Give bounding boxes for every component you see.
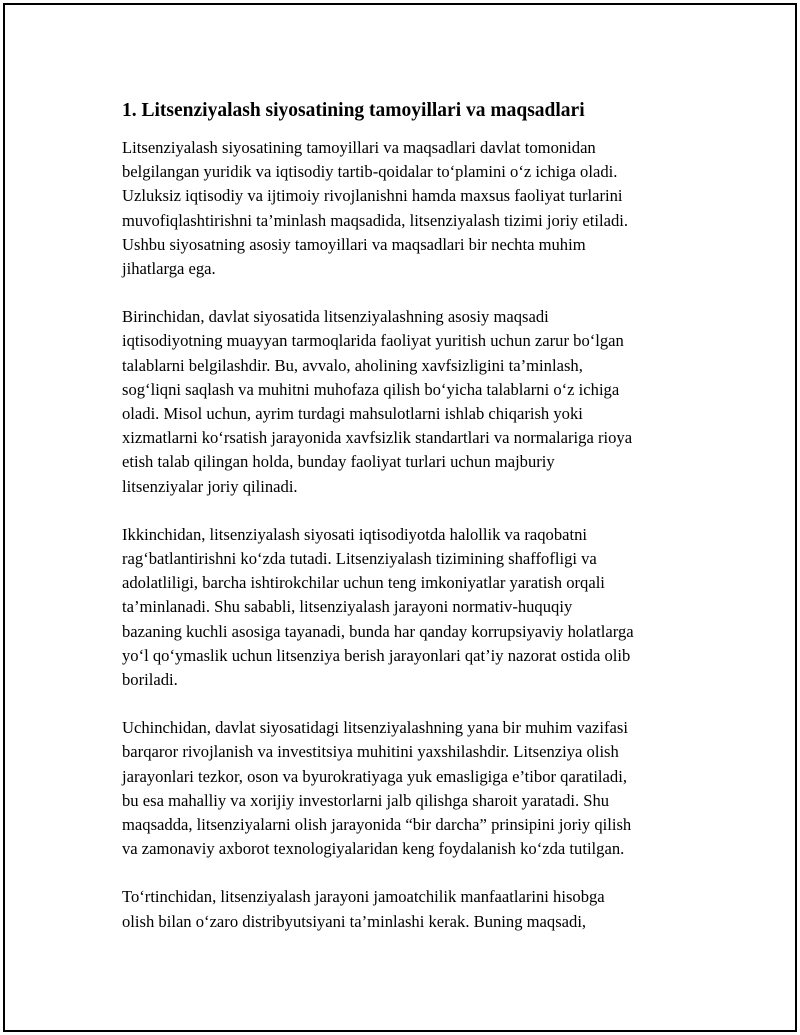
paragraph-intro: Litsenziyalash siyosatining tamoyillari va maqsadlari davlat tomonidan belgilangan yuridik va iqtisodiy tartib-qoidalar to‘plamini o‘z ichiga oladi. Uzluksiz iqtisodiy va ijtimoiy rivojlanishni hamda maxsus faoliyat turlarini muvofiqlashtirishni ta’minlash maqsadida, litsenziyalash tizimi joriy etiladi. Ushbu siyosatning asosiy tamoyillari va maqsadlari bir nechta muhim jihatlarga ega. (122, 138, 629, 279)
paragraph-first-point: Birinchidan, davlat siyosatida litsenziyalashning asosiy maqsadi iqtisodiyotning muayyan tarmoqlarida faoliyat yuritish uchun zarur bo‘lgan talablarni belgilashdir. Bu, avvalo, aholining xavfsizligini ta’minlash, sog‘liqni saqlash va muhitni muhofaza qilish bo‘yicha talablarni o‘z ichiga oladi. Misol uchun, ayrim turdagi mahsulotlarni ishlab chiqarish yoki xizmatlarni ko‘rsatish jarayonida xavfsizlik standartlari va normalariga rioya etish talab qilingan holda, bunday faoliyat turlari uchun majburiy litsenziyalar joriy qilinadi. (122, 307, 633, 496)
section-heading: 1. Litsenziyalash siyosatining tamoyillari va maqsadlari (122, 100, 585, 121)
paragraph-third-point: Uchinchidan, davlat siyosatidagi litsenziyalashning yana bir muhim vazifasi barqaror rivojlanish va investitsiya muhitini yaxshilashdir. Litsenziya olish jarayonlari tezkor, oson va byurokratiyaga yuk emasligiga e’tibor qaratiladi, bu esa mahalliy va xorijiy investorlarni jalb qilishga sharoit yaratadi. Shu maqsadda, litsenziyalarni olish jarayonida “bir darcha” prinsipini joriy qilish va zamonaviy axborot texnologiyalaridan keng foydalanish ko‘zda tutilgan. (122, 718, 632, 859)
paragraph-fourth-point: To‘rtinchidan, litsenziyalash jarayoni jamoatchilik manfaatlarini hisobga olish bilan o‘zaro distribyutsiyani ta’minlashi kerak. Buning maqsadi, (122, 887, 605, 931)
paragraph-second-point: Ikkinchidan, litsenziyalash siyosati iqtisodiyotda halollik va raqobatni rag‘batlantirishni ko‘zda tutadi. Litsenziyalash tizimining shaffofligi va adolatliligi, barcha ishtirokchilar uchun teng imkoniyatlar yaratish orqali ta’minlanadi. Shu sababli, litsenziyalash jarayoni normativ-huquqiy bazaning kuchli asosiga tayanadi, bunda har qanday korrupsiyaviy holatlarga yo‘l qo‘ymaslik uchun litsenziya berish jarayonlari qat’iy nazorat ostida olib boriladi. (122, 524, 634, 690)
document-page (3, 3, 797, 1032)
document-body (122, 99, 722, 958)
